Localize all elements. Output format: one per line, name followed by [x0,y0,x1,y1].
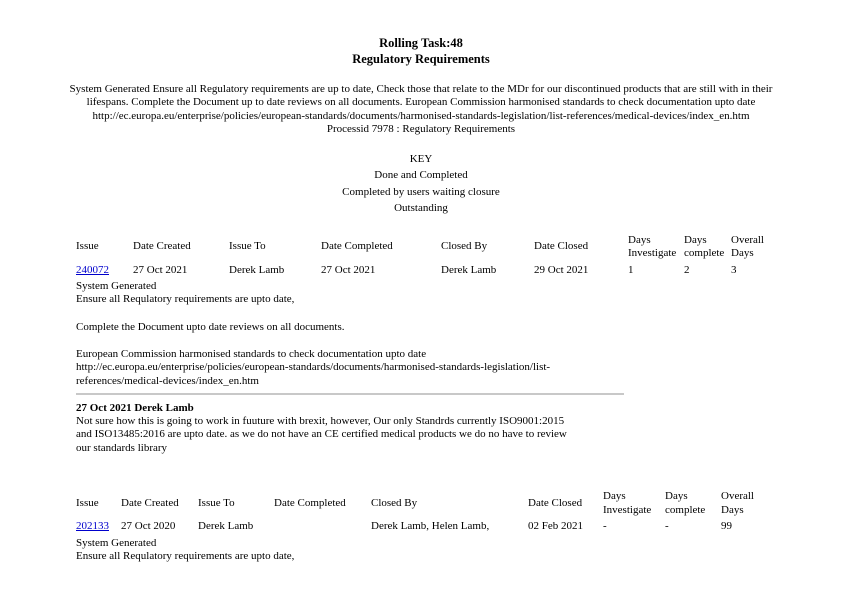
col-issue-to: Issue To [198,497,235,509]
comment-line: and ISO13485:2016 are upto date. as we do not have an CE certified medical products we do no have to review [76,428,567,440]
date-created: 27 Oct 2021 [133,264,188,276]
key-waiting-closure: Completed by users waiting closure [342,186,500,198]
col-date-completed: Date Completed [321,240,393,252]
task-description-line: System Generated Ensure all Regulatory requirements are up to date, Check those that relate to the MDr for our discontinued products that are still with in their [69,83,773,95]
days-complete: 2 [684,264,690,276]
task-description-url: http://ec.europa.eu/enterprise/policies/european-standards/documents/harmonised-standards-legislation/list-references/medical-devices/index_en.htm [92,110,750,122]
issue-to: Derek Lamb [198,520,254,532]
issue-link[interactable]: 240072 [76,264,109,276]
col-days-investigate: Days [628,234,651,246]
col-closed-by: Closed By [441,240,488,252]
col-days-investigate: Investigate [628,247,677,259]
col-issue: Issue [76,497,99,509]
col-overall-days: Overall [721,490,754,502]
col-issue-to: Issue To [229,240,266,252]
col-date-created: Date Created [121,497,179,509]
description-line: Complete the Document upto date reviews on all documents. [76,321,345,333]
col-date-completed: Date Completed [274,497,346,509]
col-days-investigate: Investigate [603,504,652,516]
key-heading: KEY [409,153,433,165]
col-overall-days: Overall [731,234,764,246]
overall-days: 3 [731,264,737,276]
col-days-complete: Days [684,234,707,246]
description-url: references/medical-devices/index_en.htm [76,375,259,387]
divider [76,393,624,395]
description-line: Ensure all Requlatory requirements are upto date, [76,293,295,305]
description-source: System Generated [76,537,157,549]
issue-link[interactable]: 202133 [76,520,109,532]
description-line: Ensure all Requlatory requirements are upto date, [76,550,295,562]
date-created: 27 Oct 2020 [121,520,176,532]
date-completed: 27 Oct 2021 [321,264,376,276]
process-id: Processid 7978 : Regulatory Requirements [326,123,516,135]
date-closed: 02 Feb 2021 [528,520,583,532]
date-closed: 29 Oct 2021 [534,264,589,276]
comment-line: our standards library [76,442,168,454]
comment-line: Not sure how this is going to work in fuuture with brexit, however, Our only Standrds currently ISO9001:2015 [76,415,565,427]
days-investigate: - [603,520,607,532]
col-date-closed: Date Closed [528,497,583,509]
description-source: System Generated [76,280,157,292]
col-issue: Issue [76,240,99,252]
task-description-line: lifespans. Complete the Document up to date reviews on all documents. European Commission harmonised standards to check documentation upto date [86,96,756,108]
comment-heading: 27 Oct 2021 Derek Lamb [76,402,194,414]
page-subtitle: Regulatory Requirements [352,52,490,66]
key-outstanding: Outstanding [394,202,448,214]
col-days-investigate: Days [603,490,626,502]
key-done-completed: Done and Completed [374,169,468,181]
days-complete: - [665,520,669,532]
description-line: European Commission harmonised standards to check documentation upto date [76,348,427,360]
closed-by: Derek Lamb, Helen Lamb, [371,520,490,532]
page-title: Rolling Task:48 [379,36,463,50]
col-date-created: Date Created [133,240,191,252]
issue-to: Derek Lamb [229,264,285,276]
col-date-closed: Date Closed [534,240,589,252]
description-url: http://ec.europa.eu/enterprise/policies/european-standards/documents/harmonised-standards-legislation/list- [76,361,551,373]
col-days-complete: complete [665,504,706,516]
col-days-complete: complete [684,247,725,259]
days-investigate: 1 [628,264,634,276]
col-days-complete: Days [665,490,688,502]
col-overall-days: Days [721,504,744,516]
overall-days: 99 [721,520,732,532]
col-overall-days: Days [731,247,754,259]
closed-by: Derek Lamb [441,264,497,276]
col-closed-by: Closed By [371,497,418,509]
